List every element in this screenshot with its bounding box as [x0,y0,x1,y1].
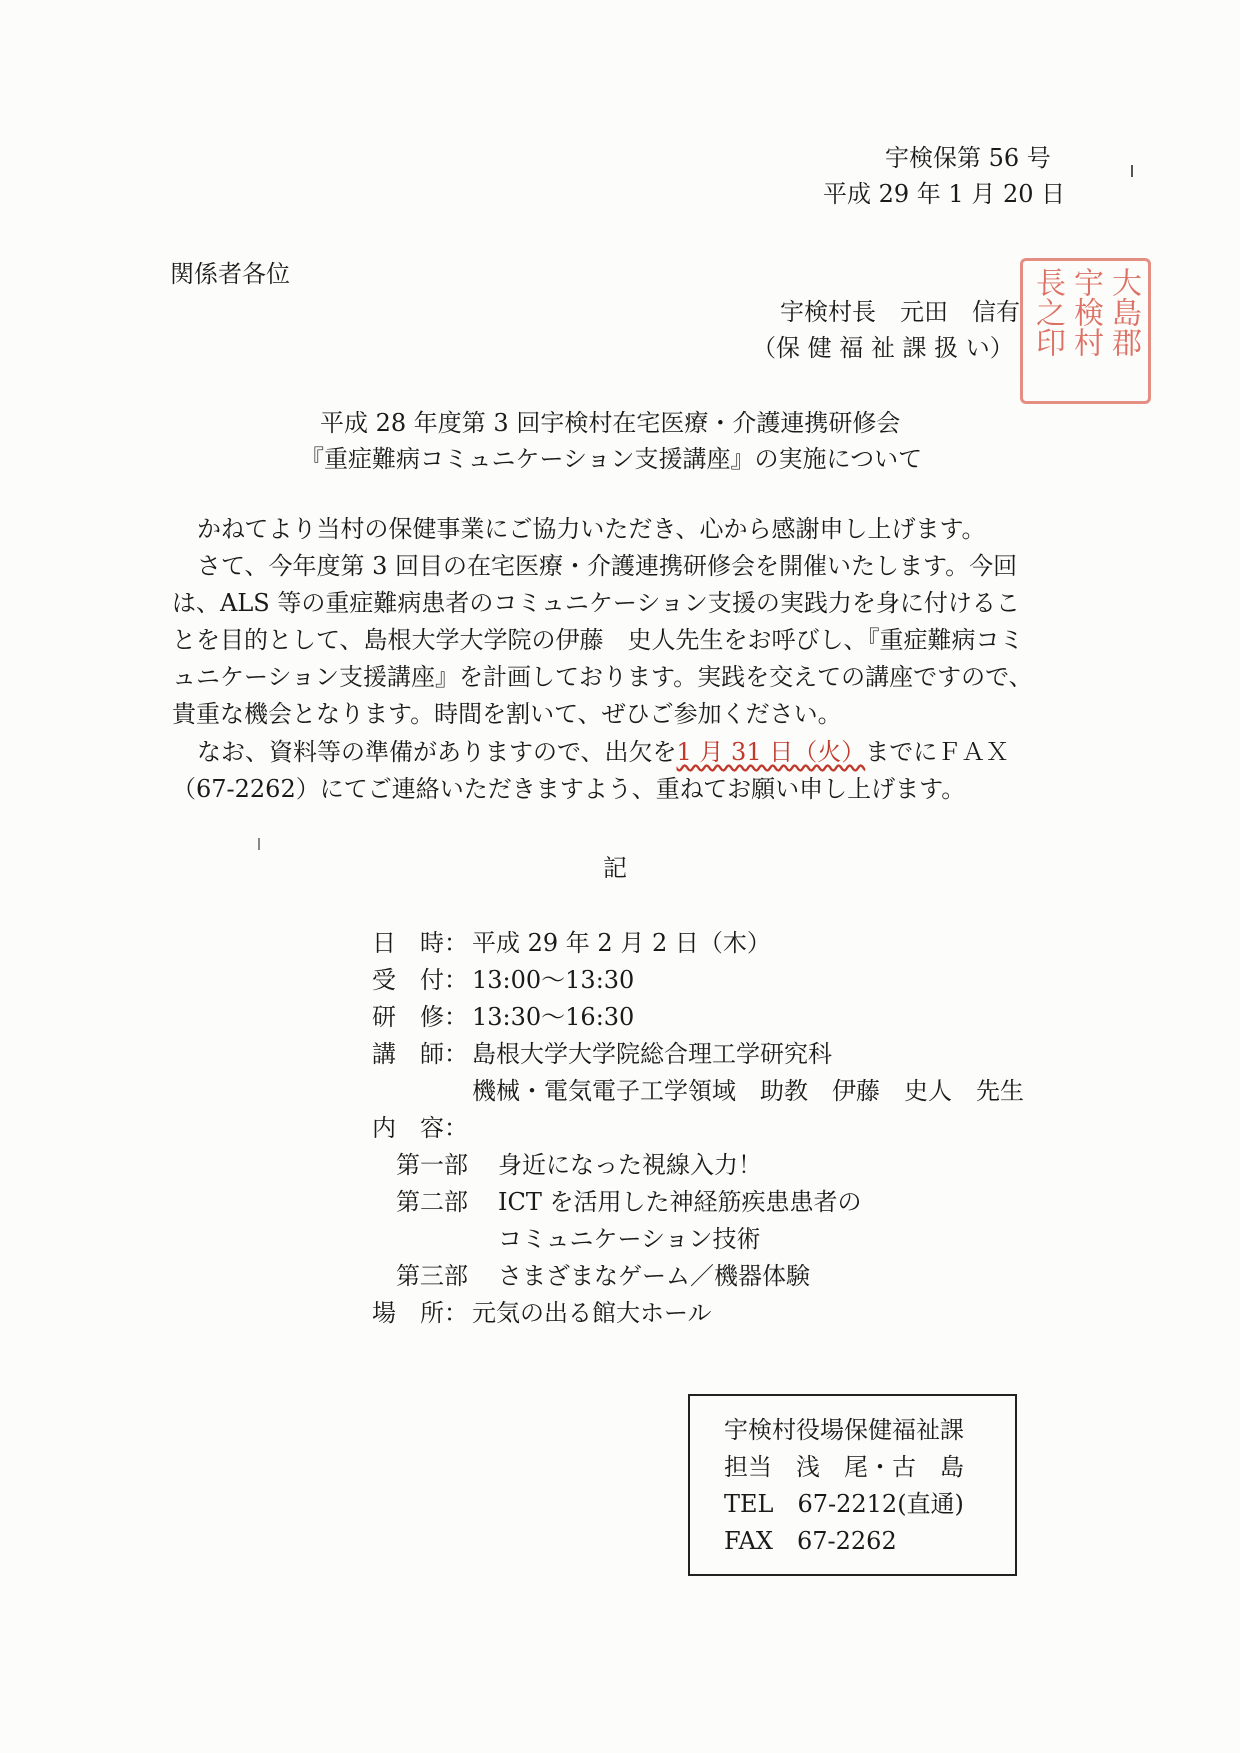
addressee: 関係者各位 [170,260,290,288]
detail-value-reception: 13:00〜13:30 [472,966,635,994]
official-seal [1020,258,1151,404]
detail-label-reception: 受 付： [372,966,468,994]
body-line: さて、今年度第 3 回目の在宅医療・介護連携研修会を開催いたします。今回 [197,552,1018,580]
body-line: かねてより当村の保健事業にご協力いただき、心から感謝申し上げます。 [197,515,986,543]
body-text: なお、資料等の準備がありますので、出欠を [197,738,677,766]
program-part-value: さまざまなゲーム／機器体験 [498,1262,810,1290]
program-part-label: 第一部 [396,1151,468,1179]
detail-label-content: 内 容： [372,1114,468,1142]
program-part-value: 身近になった視線入力！ [498,1151,762,1179]
seal-column: 大島郡 [1106,267,1141,357]
seal-column: 長之印 [1030,267,1065,357]
detail-value-training: 13:30〜16:30 [472,1003,635,1031]
body-line: ュニケーション支援講座』を計画しております。実践を交えての講座ですので、 [172,663,1033,691]
body-line: は、ALS 等の重症難病患者のコミュニケーション支援の実践力を身に付けるこ [172,589,1020,617]
ki-heading: 記 [603,854,627,882]
detail-label-date: 日 時： [372,929,468,957]
contact-fax: FAX 67-2262 [724,1527,897,1555]
document-date: 平成 29 年 1 月 20 日 [823,180,1066,208]
contact-department: 宇検村役場保健福祉課 [724,1416,964,1444]
program-part-label: 第三部 [396,1262,468,1290]
detail-value-date: 平成 29 年 2 月 2 日（木） [472,929,771,957]
sender: 宇検村長 元田 信有 [780,298,1020,326]
detail-value-place: 元気の出る館大ホール [472,1299,712,1327]
detail-label-training: 研 修： [372,1003,468,1031]
detail-label-place: 場 所： [372,1299,468,1327]
body-line: とを目的として、島根大学大学院の伊藤 史人先生をお呼びし、『重症難病コミ [172,626,1024,654]
detail-value-lecturer: 島根大学大学院総合理工学研究科 [472,1040,832,1068]
body-line: （67-2262）にてご連絡いただきますよう、重ねてお願い申し上げます。 [172,775,966,803]
document-number: 宇検保第 56 号 [885,144,1051,172]
body-line: 貴重な機会となります。時間を割いて、ぜひご参加ください。 [172,700,842,728]
scan-mark [1131,165,1133,177]
seal-column: 宇検村 [1068,267,1103,357]
deadline-date: 1 月 31 日（火） [676,738,866,766]
detail-label-lecturer: 講 師： [372,1040,468,1068]
title-line-2: 『重症難病コミュニケーション支援講座』の実施について [300,445,923,473]
scan-mark [258,838,260,850]
body-line [197,734,1067,770]
program-part-value: ICT を活用した神経筋疾患患者の [498,1188,862,1216]
contact-tel: TEL 67-2212(直通) [724,1490,964,1518]
contact-person: 担当 浅 尾・古 島 [724,1453,964,1481]
program-part-label: 第二部 [396,1188,468,1216]
body-text: までにＦＡＸ [865,738,1010,766]
sender-department: （保 健 福 祉 課 扱 い） [752,334,1014,362]
detail-value-lecturer: 機械・電気電子工学領域 助教 伊藤 史人 先生 [472,1077,1024,1105]
program-part-value: コミュニケーション技術 [498,1225,761,1253]
title-line-1: 平成 28 年度第 3 回宇検村在宅医療・介護連携研修会 [320,409,901,437]
contact-box [688,1394,1017,1576]
